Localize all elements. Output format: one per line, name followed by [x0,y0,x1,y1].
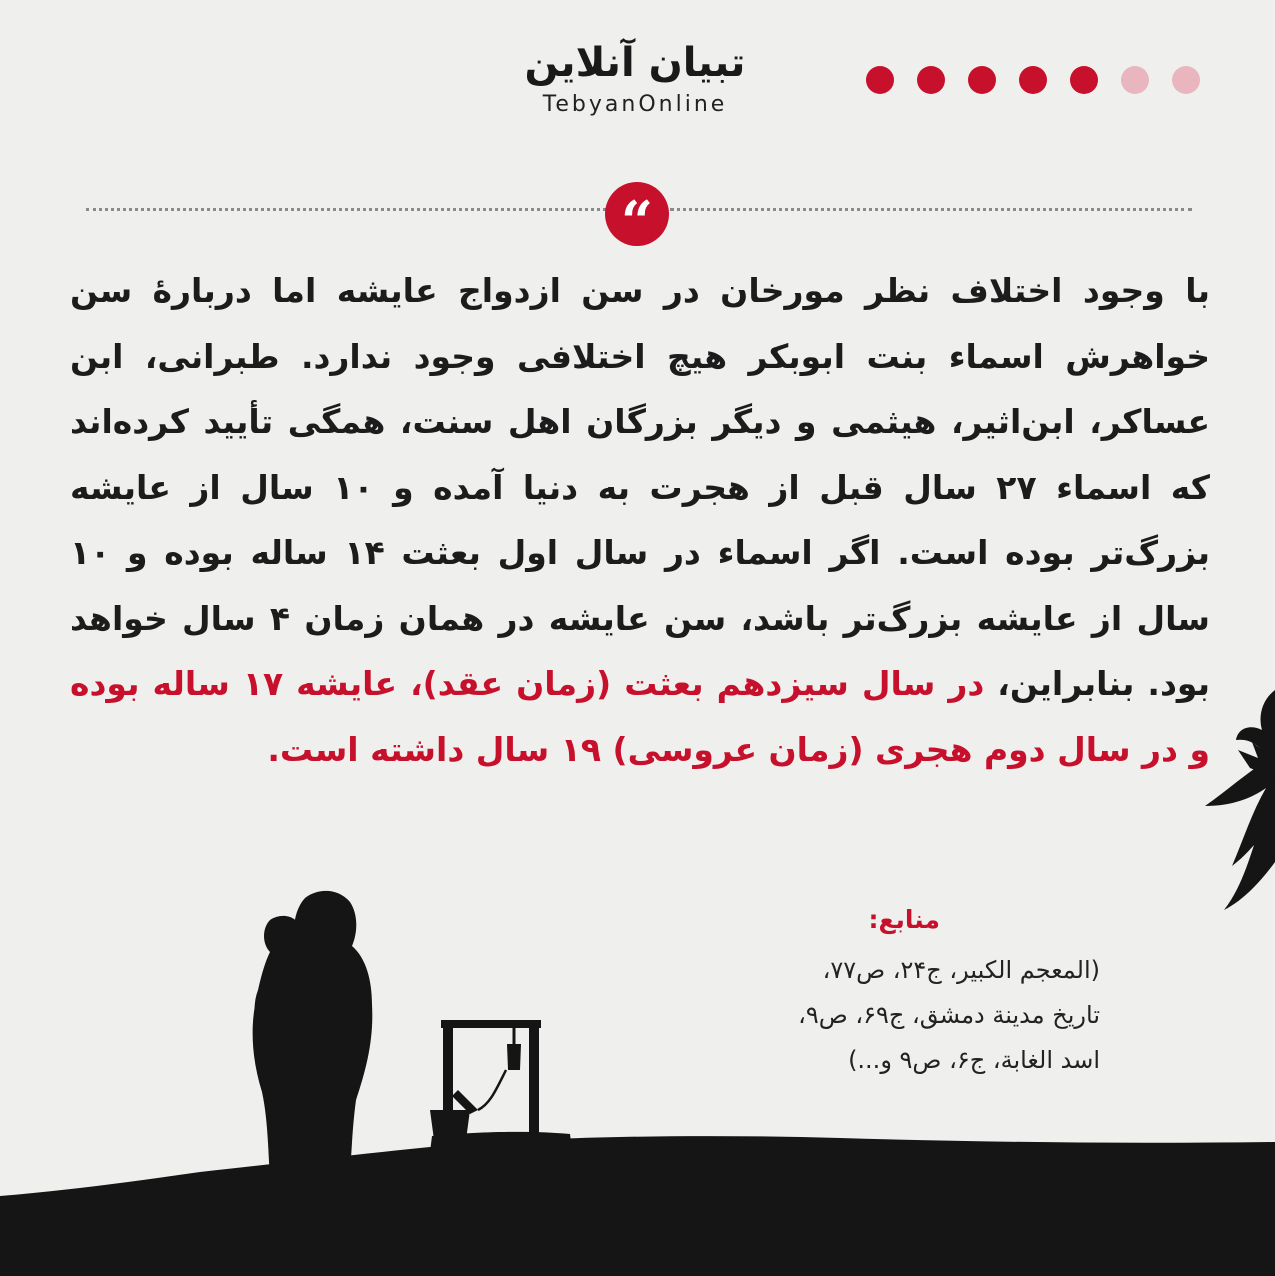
source-line: تاریخ مدینة دمشق، ج۶۹، ص۹، [798,1001,1100,1029]
sources-heading: منابع: [868,905,940,934]
page-dot [866,66,894,94]
quotation-mark-icon: “ [605,182,669,246]
brand-logo [500,36,770,117]
ground-silhouette [0,1136,1275,1276]
dotted-divider-right [670,208,1192,211]
page-dot-inactive [1172,66,1200,94]
brand-name-fa: تبیان آنلاین [524,40,746,86]
source-line: (المعجم الکبیر، ج۲۴، ص۷۷، [822,956,1100,984]
page-dot [1070,66,1098,94]
palm-tree-illustration [1205,690,1275,910]
page-dot-inactive [1121,66,1149,94]
woman-child-silhouette [253,891,373,1178]
page-dot [917,66,945,94]
paragraph-main-text: با وجود اختلاف نظر مورخان در سن ازدواج عایشه اما دربارۀ سن خواهرش اسماء بنت ابوبکر هیچ اختلافی وجود ندارد. طبرانی، ابن عساکر، ابن‌اثیر، هیثمی و دیگر بزرگان اهل سنت، همگی تأیید کرده‌اند که اسماء ۲۷ سال قبل از هجرت به دنیا آمده و ۱۰ سال از عایشه بزرگ‌تر بوده است. اگر اسماء در سال اول بعثت ۱۴ ساله بوده و ۱۰ سال از عایشه بزرگ‌تر باشد، سن عایشه در همان زمان ۴ سال خواهد بود. بنابراین، [70,271,1210,703]
article-paragraph [70,258,1210,782]
sources-list [680,948,1100,1083]
pagination-dots [866,66,1200,94]
well-silhouette [430,1020,572,1152]
dotted-divider-left [86,208,606,211]
paragraph-highlight-text: در سال سیزدهم بعثت (زمان عقد)، عایشه ۱۷ ساله بوده و در سال دوم هجری (زمان عروسی) ۱۹ سال داشته است. [70,664,1210,769]
page-dot [1019,66,1047,94]
source-line: اسد الغابة، ج۶، ص۹ و...) [848,1046,1100,1074]
brand-name-en: TebyanOnline [542,92,728,117]
page-dot [968,66,996,94]
